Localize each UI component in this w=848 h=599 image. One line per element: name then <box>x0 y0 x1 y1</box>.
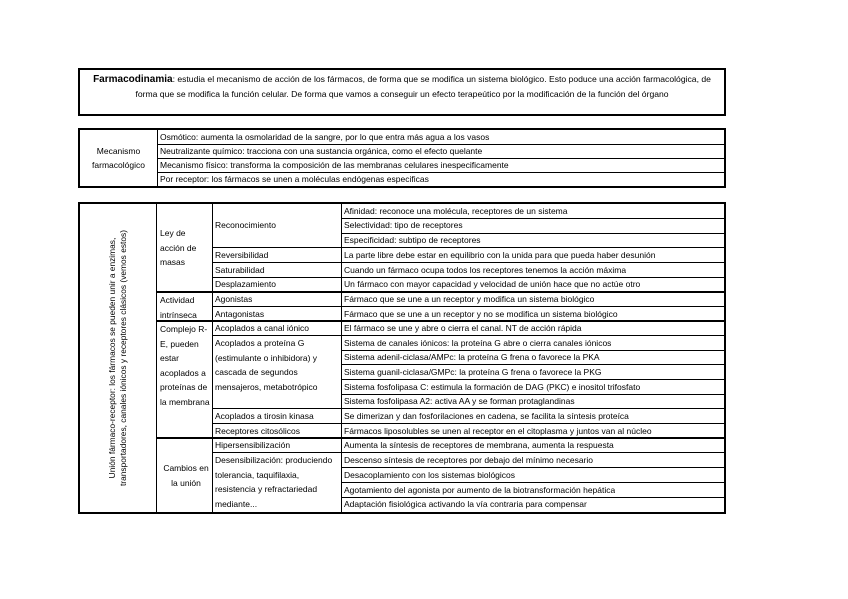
sub-tirosin: Acoplados a tirosin kinasa <box>215 411 314 421</box>
mechanism-label: Mecanismo farmacológico <box>80 130 158 186</box>
detail-row: La parte libre debe estar en equilibrio con la unida para que pueda haber desunión <box>344 250 656 260</box>
sub-reconocimiento: Reconocimiento <box>215 220 276 230</box>
mechanism-row: Por receptor: los fármacos se unen a moléculas endógenas especificas <box>160 174 429 184</box>
detail-row: Fármaco que se une a un receptor y no se modifica un sistema biológico <box>344 309 618 319</box>
detail-row: Sistema adenil-ciclasa/AMPc: la proteína G frena o favorece la PKA <box>344 352 600 362</box>
detail-row: El fármaco se une y abre o cierra el canal. NT de acción rápida <box>344 323 582 333</box>
detail-row: Afinidad: reconoce una molécula, receptores de un sistema <box>344 206 568 216</box>
sub-agonistas: Agonistas <box>215 294 253 304</box>
sub-reversibilidad: Reversibilidad <box>215 250 269 260</box>
group-label-actividad: Actividad intrínseca <box>160 295 197 320</box>
receptor-table <box>78 202 726 514</box>
group-label-complejo: Complejo R-E, pueden estar acoplados a proteínas de la membrana <box>160 324 210 407</box>
detail-row: Sistema guanil-ciclasa/GMPc: la proteína G frena o favorece la PKG <box>344 367 602 377</box>
detail-row: Sistema fosfolipasa A2: activa AA y se forman protaglandinas <box>344 396 575 406</box>
mechanism-row: Mecanismo físico: transforma la composición de las membranas celulares inespecificamente <box>158 158 724 173</box>
sub-antagonistas: Antagonistas <box>215 309 265 319</box>
side-label: Unión fármaco-receptor: los fármacos se pueden unir a enzimas, transportadores, canales iónicos y receptores clásicos (vemos estos) <box>107 230 128 487</box>
detail-row: Fármacos liposolubles se unen al receptor en el citoplasma y juntos van al núcleo <box>344 426 652 436</box>
title-box <box>78 68 726 116</box>
detail-row: Selectividad: tipo de receptores <box>344 220 463 230</box>
mechanism-row: Neutralizante químico: tracciona con una sustancia orgánica, como el efecto quelante <box>158 144 724 159</box>
detail-row: Sistema fosfolipasa C: estimula la formación de DAG (PKC) e inositol trifosfato <box>344 382 641 392</box>
detail-row: Adaptación fisiológica activando la vía contraria para compensar <box>344 499 587 509</box>
sub-desplazamiento: Desplazamiento <box>215 279 276 289</box>
mechanism-row: Osmótico: aumenta la osmolaridad de la sangre, por lo que entra más agua a los vasos <box>158 130 724 145</box>
sub-hipersens: Hipersensibilización <box>215 440 291 450</box>
detail-row: Agotamiento del agonista por aumento de la biotransformación hepática <box>344 485 616 495</box>
divider <box>341 204 342 512</box>
detail-row: Especificidad: subtipo de receptores <box>344 235 481 245</box>
sub-proteina-g: Acoplados a proteína G (estimulante o inhibidora) y cascada de segundos mensajeros, metabotrópico <box>215 338 318 392</box>
divider <box>156 204 157 512</box>
title-text: : estudia el mecanismo de acción de los fármacos, de forma que se modifica un sistema biológico. Esto poduce una acción farmacológica, de forma que se modifica la función celular. De forma que vamos a conseguir un efecto terapeútico por la modificación de la función del órgano <box>135 74 711 99</box>
group-label-ley: Ley de acción de masas <box>160 228 197 268</box>
detail-row: Fármaco que se une a un receptor y modifica un sistema biológico <box>344 294 595 304</box>
group-label-cambios: Cambios en la unión <box>163 463 209 488</box>
mechanism-table <box>78 128 726 188</box>
detail-row: Desacoplamiento con los sistemas biológicos <box>344 470 516 480</box>
title-lead: Farmacodinamia <box>93 74 173 85</box>
detail-row: Sistema de canales iónicos: la proteína G abre o cierra canales iónicos <box>344 338 612 348</box>
sub-saturabilidad: Saturabilidad <box>215 265 265 275</box>
sub-desens: Desensibilización: produciendo tolerancia, taquifilaxia, resistencia y refractariedad mediante... <box>215 455 333 509</box>
detail-row: Aumenta la síntesis de receptores de membrana, aumenta la respuesta <box>344 440 614 450</box>
sub-citosolicos: Receptores citosólicos <box>215 426 301 436</box>
side-label-cell <box>80 204 157 512</box>
detail-row: Se dimerizan y dan fosforilaciones en cadena, se facilita la síntesis proteíca <box>344 411 629 421</box>
detail-row: Descenso síntesis de receptores por debajo del mínimo necesario <box>344 455 593 465</box>
detail-row: Un fármaco con mayor capacidad y velocidad de unión hace que no actúe otro <box>344 279 641 289</box>
detail-row: Cuando un fármaco ocupa todos los receptores tenemos la acción máxima <box>344 265 627 275</box>
sub-canal-ionico: Acoplados a canal iónico <box>215 323 310 333</box>
